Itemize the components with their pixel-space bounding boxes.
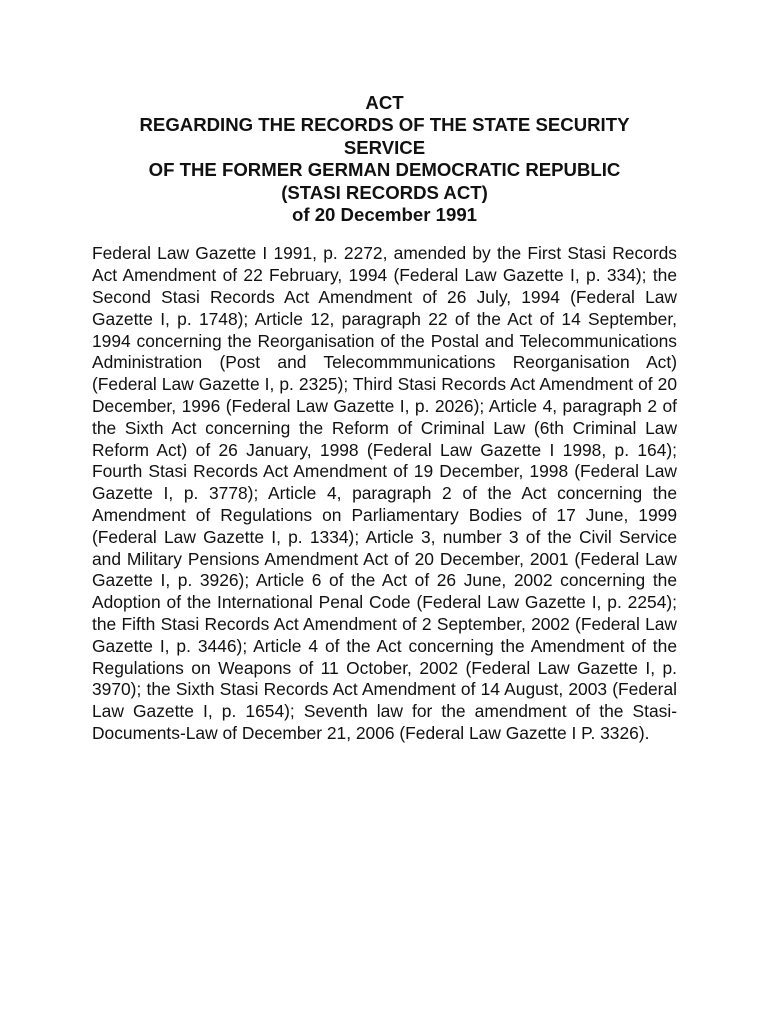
title-line-short-title: (STASI RECORDS ACT): [281, 181, 488, 203]
title-line-service: SERVICE: [343, 136, 426, 158]
title-line-regarding: REGARDING THE RECORDS OF THE STATE SECURITY: [139, 114, 630, 136]
title-line-former-gdr: OF THE FORMER GERMAN DEMOCRATIC REPUBLIC: [148, 159, 621, 181]
title-line-date: of 20 December 1991: [291, 204, 477, 226]
title-line-act: ACT: [365, 92, 404, 113]
document-title: [92, 92, 677, 226]
amendment-history-paragraph: Federal Law Gazette I 1991, p. 2272, amended by the First Stasi Records Act Amendment of 22 February, 1994 (Federal Law Gazette I, p. 334); the Second Stasi Records Act Amendment of 26 July, 1994 (Federal Law Gazette I, p. 1748); Article 12, paragraph 22 of the Act of 14 September, 1994 concerning the Reorganisation of the Postal and Telecommunications Administration (Post and Telecommmunications Reorganisation Act) (Federal Law Gazette I, p. 2325); Third Stasi Records Act Amendment of 20 December, 1996 (Federal Law Gazette I, p. 2026); Article 4, paragraph 2 of the Sixth Act concerning the Reform of Criminal Law (6th Criminal Law Reform Act) of 26 January, 1998 (Federal Law Gazette I 1998, p. 164); Fourth Stasi Records Act Amendment of 19 December, 1998 (Federal Law Gazette I, p. 3778); Article 4, paragraph 2 of the Act concerning the Amendment of Regulations on Parliamentary Bodies of 17 June, 1999 (Federal Law Gazette I, p. 1334); Article 3, number 3 of the Civil Service and Military Pensions Amendment Act of 20 December, 2001 (Federal Law Gazette I, p. 3926); Article 6 of the Act of 26 June, 2002 concerning the Adoption of the International Penal Code (Federal Law Gazette I, p. 2254); the Fifth Stasi Records Act Amendment of 2 September, 2002 (Federal Law Gazette I, p. 3446); Article 4 of the Act concerning the Amendment of the Regulations on Weapons of 11 October, 2002 (Federal Law Gazette I, p. 3970); the Sixth Stasi Records Act Amendment of 14 August, 2003 (Federal Law Gazette I, p. 1654); Seventh law for the amendment of the Stasi-Documents-Law of December 21, 2006 (Federal Law Gazette I P. 3326).: [92, 243, 677, 743]
document-page: [92, 92, 677, 745]
